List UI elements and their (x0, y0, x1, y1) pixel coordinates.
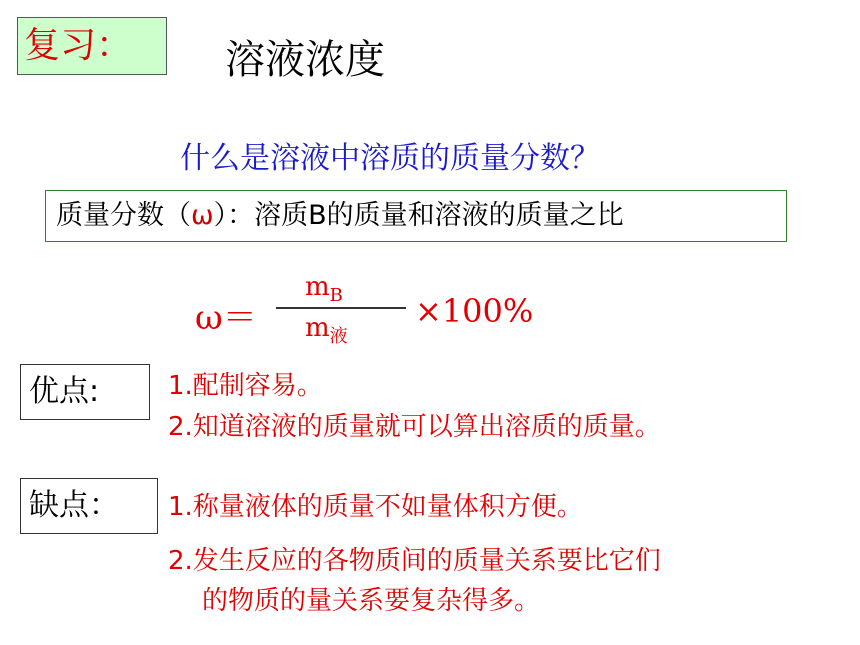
disadvantage-item-2-cont: 的物质的量关系要复杂得多。 (202, 586, 541, 616)
disadvantages-label: 缺点： (20, 478, 158, 534)
disadvantage-item-1: 1.称量液体的质量不如量体积方便。 (168, 492, 583, 522)
page-title: 溶液浓度 (225, 37, 385, 83)
definition-suffix: ）：溶质B的质量和溶液的质量之比 (213, 200, 624, 231)
review-label: 复习： (17, 17, 167, 75)
definition-symbol: ω (191, 200, 214, 231)
formula-denominator-main: m (305, 313, 330, 343)
advantages-label: 优点: (20, 364, 150, 420)
question-text: 什么是溶液中溶质的质量分数？ (180, 141, 600, 176)
formula-numerator (305, 272, 343, 306)
formula-denominator (305, 313, 348, 348)
formula-numerator-sub: B (329, 285, 343, 307)
definition-prefix: 质量分数（ (56, 200, 191, 231)
formula-lhs: ω＝ (195, 298, 257, 338)
advantage-item-1: 1.配制容易。 (168, 371, 323, 401)
formula-denominator-sub: 液 (329, 326, 348, 348)
definition-box (45, 190, 787, 242)
fraction-line (276, 307, 406, 309)
formula-multiplier: ×100% (415, 292, 534, 330)
advantage-item-2: 2.知道溶液的质量就可以算出溶质的质量。 (168, 412, 661, 442)
disadvantage-item-2: 2.发生反应的各物质间的质量关系要比它们 (168, 546, 661, 576)
formula-numerator-main: m (305, 272, 330, 302)
